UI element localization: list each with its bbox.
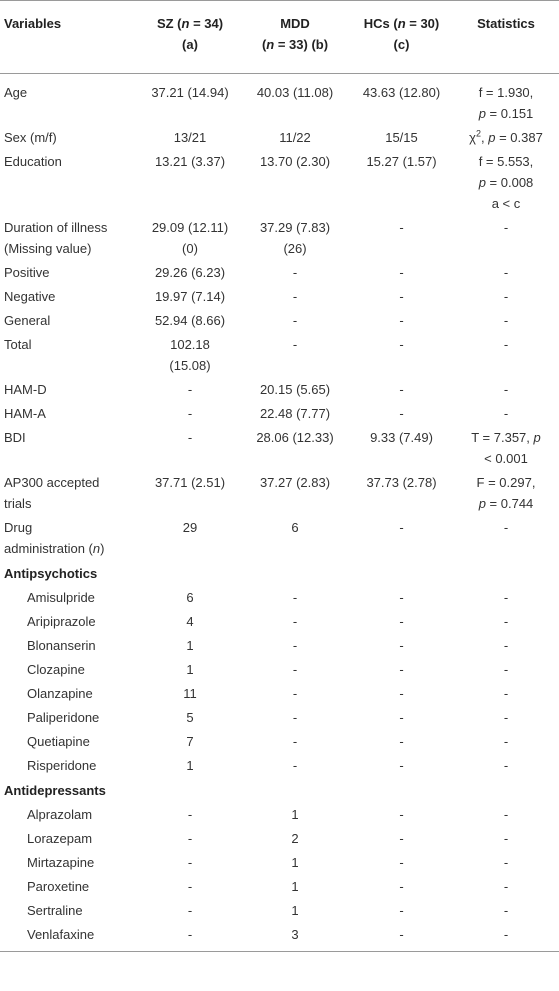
cell-stat: - — [503, 879, 509, 894]
section-title: Antidepressants — [4, 783, 106, 798]
cell-mdd: - — [292, 313, 298, 328]
row-drug — [0, 875, 559, 899]
row-label: BDI — [4, 430, 26, 445]
section-antidepressants — [0, 778, 559, 803]
row-label: Duration of illness (Missing value) — [4, 220, 108, 256]
cell-stat: - — [503, 590, 509, 605]
cell-mdd: 1 — [291, 855, 299, 870]
cell-mdd: - — [292, 614, 298, 629]
row-duration — [0, 216, 559, 261]
cell-stat: - — [503, 903, 509, 918]
cell-sz: - — [140, 923, 240, 952]
cell-mdd: - — [292, 734, 298, 749]
cell-mdd: 13.70 (2.30) — [259, 154, 331, 169]
cell-hc: 43.63 (12.80) — [362, 85, 441, 100]
cell-mdd: 6 — [291, 520, 299, 535]
cell-sz: 37.71 (2.51) — [154, 475, 226, 490]
row-drug — [0, 706, 559, 730]
cell-hc: - — [399, 406, 404, 421]
cell-stat: - — [503, 807, 509, 822]
cell-sz: 4 — [186, 614, 194, 629]
table-header — [0, 1, 559, 74]
cell-hc: - — [399, 220, 404, 235]
cell-hc: - — [399, 520, 404, 535]
cell-sz: - — [187, 406, 193, 421]
row-positive — [0, 261, 559, 285]
row-label: Total — [4, 337, 32, 352]
section-antipsychotics — [0, 561, 559, 586]
cell-sz: 37.21 (14.94) — [151, 85, 229, 100]
cell-sz: 11 — [183, 686, 197, 701]
cell-hc: - — [399, 337, 404, 352]
cell-mdd: 2 — [291, 831, 299, 846]
cell-hc: - — [399, 831, 404, 846]
cell-sz: 102.18 (15.08) — [169, 337, 211, 373]
cell-sz: - — [187, 879, 193, 894]
drug-name: Alprazolam — [27, 807, 93, 822]
header-statistics: Statistics — [453, 1, 559, 74]
cell-mdd: - — [292, 638, 298, 653]
row-ham-a — [0, 402, 559, 426]
cell-hc: - — [399, 313, 404, 328]
row-drug — [0, 803, 559, 827]
cell-sz: 1 — [186, 662, 194, 677]
cell-mdd: 3 — [240, 923, 350, 952]
cell-sz: 5 — [186, 710, 194, 725]
cell-stat: - — [503, 313, 509, 328]
cell-hc: - — [399, 807, 404, 822]
cell-hc: - — [399, 614, 404, 629]
cell-hc: 15/15 — [385, 130, 418, 145]
header-sz: SZ (n = 34) (a) — [140, 1, 240, 74]
row-label: Positive — [4, 265, 50, 280]
row-negative — [0, 285, 559, 309]
row-drug — [0, 610, 559, 634]
row-drug — [0, 851, 559, 875]
cell-hc: - — [399, 903, 404, 918]
row-drug-administration — [0, 516, 559, 561]
cell-sz: 13/21 — [173, 130, 207, 145]
cell-sz: - — [187, 430, 193, 445]
row-drug — [0, 730, 559, 754]
cell-stat: - — [503, 337, 509, 352]
header-row — [0, 1, 559, 74]
cell-sz: - — [187, 831, 193, 846]
row-label: Education — [4, 154, 62, 169]
cell-mdd: - — [292, 337, 298, 352]
cell-hc: - — [350, 923, 453, 952]
row-label: HAM-A — [4, 406, 46, 421]
cell-mdd: 11/22 — [279, 130, 311, 145]
cell-hc: - — [399, 590, 404, 605]
cell-stat: f = 1.930, p = 0.151 — [478, 85, 534, 121]
row-drug — [0, 634, 559, 658]
cell-mdd: - — [292, 590, 298, 605]
cell-hc: - — [399, 662, 404, 677]
cell-sz: 52.94 (8.66) — [154, 313, 226, 328]
cell-stat: - — [503, 758, 509, 773]
header-mdd: MDD (n = 33) (b) — [240, 1, 350, 74]
cell-hc: 9.33 (7.49) — [370, 430, 433, 445]
drug-name: Clozapine — [27, 662, 85, 677]
cell-sz: - — [187, 382, 193, 397]
row-education — [0, 150, 559, 216]
drug-name: Mirtazapine — [27, 855, 95, 870]
row-total — [0, 333, 559, 378]
cell-mdd: 28.06 (12.33) — [256, 430, 334, 445]
cell-stat: - — [503, 520, 509, 535]
drug-name: Sertraline — [27, 903, 83, 918]
drug-name: Amisulpride — [27, 590, 95, 605]
cell-sz: 6 — [186, 590, 194, 605]
row-ap300 — [0, 471, 559, 516]
cell-hc: - — [399, 382, 404, 397]
cell-sz: 19.97 (7.14) — [154, 289, 226, 304]
cell-mdd: 22.48 (7.77) — [259, 406, 331, 421]
cell-mdd: 37.27 (2.83) — [259, 475, 331, 490]
cell-sz: 1 — [186, 638, 194, 653]
drug-name: Olanzapine — [27, 686, 93, 701]
cell-hc: - — [399, 879, 404, 894]
row-label: Age — [4, 85, 28, 100]
section-title: Antipsychotics — [4, 566, 98, 581]
row-general — [0, 309, 559, 333]
cell-mdd: - — [292, 710, 298, 725]
cell-stat: - — [503, 265, 509, 280]
drug-name: Venlafaxine — [0, 923, 140, 952]
cell-mdd: 40.03 (11.08) — [256, 85, 334, 100]
cell-hc: - — [399, 734, 404, 749]
cell-mdd: 1 — [291, 903, 299, 918]
cell-stat: - — [503, 406, 509, 421]
row-sex — [0, 126, 559, 150]
drug-name: Paliperidone — [27, 710, 100, 725]
cell-hc: - — [399, 638, 404, 653]
cell-hc: 15.27 (1.57) — [366, 154, 437, 169]
cell-sz: - — [187, 903, 193, 918]
cell-mdd: - — [292, 265, 298, 280]
cell-stat: f = 5.553, p = 0.008 a < c — [478, 154, 534, 211]
row-label: General — [4, 313, 51, 328]
cell-stat: - — [503, 734, 509, 749]
row-ham-d — [0, 378, 559, 402]
cell-stat: - — [503, 220, 509, 235]
cell-stat: - — [503, 638, 509, 653]
row-bdi — [0, 426, 559, 471]
cell-stat: - — [503, 382, 509, 397]
cell-mdd: 1 — [291, 879, 299, 894]
row-label: AP300 accepted trials — [4, 475, 100, 511]
row-label: Negative — [4, 289, 56, 304]
row-drug — [0, 923, 559, 952]
cell-sz: 7 — [186, 734, 194, 749]
drug-name: Lorazepam — [27, 831, 93, 846]
cell-stat: - — [503, 289, 509, 304]
cell-sz: 1 — [186, 758, 194, 773]
cell-sz: - — [187, 807, 193, 822]
cell-hc: - — [399, 758, 404, 773]
cell-sz: 29 — [182, 520, 198, 535]
cell-hc: - — [399, 289, 404, 304]
cell-mdd: - — [292, 686, 298, 701]
drug-name: Blonanserin — [27, 638, 96, 653]
row-drug — [0, 754, 559, 778]
cell-stat: - — [453, 923, 559, 952]
cell-mdd: 20.15 (5.65) — [259, 382, 331, 397]
drug-name: Paroxetine — [27, 879, 90, 894]
cell-stat: $\chi^2$, p = 0.387 — [469, 128, 543, 145]
cell-mdd: - — [292, 662, 298, 677]
row-drug — [0, 586, 559, 610]
row-drug — [0, 899, 559, 923]
cell-hc: - — [399, 710, 404, 725]
cell-stat: - — [503, 855, 509, 870]
row-label: Sex (m/f) — [4, 130, 57, 145]
cell-stat: - — [503, 662, 509, 677]
cell-stat: - — [503, 710, 509, 725]
cell-stat: - — [503, 614, 509, 629]
cell-stat: - — [503, 686, 509, 701]
row-label: Drug administration (n) — [4, 520, 105, 556]
cell-hc: 37.73 (2.78) — [366, 475, 437, 490]
cell-hc: - — [399, 686, 404, 701]
cell-mdd: - — [292, 758, 298, 773]
cell-hc: - — [399, 855, 404, 870]
cell-mdd: 1 — [291, 807, 299, 822]
row-drug — [0, 658, 559, 682]
drug-name: Risperidone — [27, 758, 97, 773]
row-age — [0, 74, 559, 127]
header-hcs: HCs (n = 30) (c) — [350, 1, 453, 74]
drug-name: Aripiprazole — [27, 614, 96, 629]
header-variables: Variables — [0, 1, 140, 74]
cell-mdd: - — [292, 289, 298, 304]
cell-mdd: 37.29 (7.83) (26) — [259, 220, 331, 256]
row-label: HAM-D — [4, 382, 47, 397]
cell-sz: 29.26 (6.23) — [154, 265, 226, 280]
cell-sz: 13.21 (3.37) — [154, 154, 226, 169]
cell-stat: F = 0.297, p = 0.744 — [476, 475, 536, 511]
table-body — [0, 74, 559, 952]
row-drug — [0, 827, 559, 851]
cell-stat: - — [503, 831, 509, 846]
cell-stat: T = 7.357, p < 0.001 — [471, 430, 541, 466]
cell-sz: - — [187, 855, 193, 870]
cell-sz: 29.09 (12.11) (0) — [151, 220, 229, 256]
row-drug — [0, 682, 559, 706]
cell-hc: - — [399, 265, 404, 280]
drug-name: Quetiapine — [27, 734, 90, 749]
